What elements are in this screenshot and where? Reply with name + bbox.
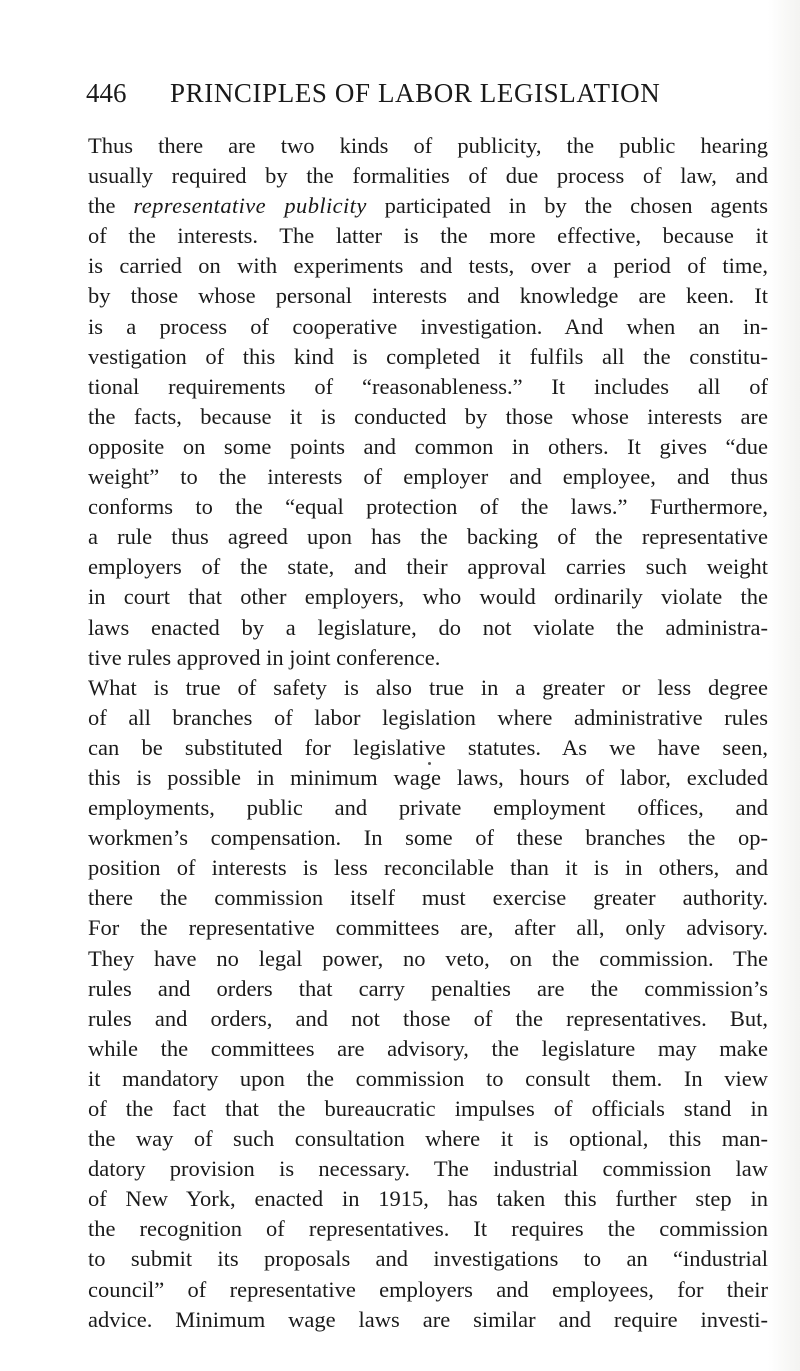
scan-speck [428, 762, 431, 765]
text-line: datory provision is necessary. The industrial commission law [88, 1156, 768, 1182]
text-line: to submit its proposals and investigations to an “industrial [88, 1246, 768, 1272]
text-line: of the interests. The latter is the more effective, because it [88, 223, 768, 249]
italic-phrase: representative publicity [133, 193, 367, 219]
text-line: employers of the state, and their approval carries such weight [88, 554, 768, 580]
text-line: What is true of safety is also true in a greater or less degree [88, 674, 768, 700]
text-line: of New York, enacted in 1915, has taken this further step in [88, 1186, 768, 1212]
text-line: vestigation of this kind is completed it fulfils all the constitu- [88, 343, 768, 369]
text-line: there the commission itself must exercise greater authority. [88, 885, 768, 911]
text-line: of all branches of labor legislation where administrative rules [88, 704, 768, 730]
page-number: 446 [86, 78, 127, 108]
text-line: rules and orders that carry penalties are the commission’s [88, 975, 768, 1001]
text-line: the representative publicity participated in by the chosen agents [88, 193, 768, 219]
running-title: PRINCIPLES OF LABOR LEGISLATION [170, 78, 661, 108]
text-line: employments, public and private employment offices, and [88, 795, 768, 821]
text-line: in court that other employers, who would ordinarily violate the [88, 584, 768, 610]
text-line: a rule thus agreed upon has the backing of the representative [88, 524, 768, 550]
text-line: the way of such consultation where it is optional, this man- [88, 1126, 768, 1152]
text-line: the facts, because it is conducted by those whose interests are [88, 403, 768, 429]
text-line: advice. Minimum wage laws are similar and require investi- [88, 1306, 768, 1332]
text-line: Thus there are two kinds of publicity, the public hearing [88, 133, 768, 158]
text-line: opposite on some points and common in others. It gives “due [88, 433, 768, 459]
text-line: weight” to the interests of employer and employee, and thus [88, 464, 768, 490]
text-line: tional requirements of “reasonableness.” It includes all of [88, 373, 768, 399]
text-line: tive rules approved in joint conference. [88, 644, 441, 670]
text-line: while the committees are advisory, the legislature may make [88, 1035, 768, 1061]
text-line: is carried on with experiments and tests, over a period of time, [88, 253, 768, 279]
text-line: conforms to the “equal protection of the laws.” Furthermore, [88, 494, 768, 520]
text-line: is a process of cooperative investigation. And when an in- [88, 313, 768, 339]
text-line: of the fact that the bureaucratic impulses of officials stand in [88, 1096, 768, 1121]
text-line: the recognition of representatives. It requires the commission [88, 1216, 768, 1242]
text-line: They have no legal power, no veto, on the commission. The [88, 945, 768, 971]
text-line: by those whose personal interests and knowledge are keen. It [88, 283, 768, 309]
running-head [86, 78, 706, 114]
body-text [88, 131, 768, 1335]
text-line: workmen’s compensation. In some of these branches the op- [88, 825, 768, 851]
text-line: it mandatory upon the commission to consult them. In view [88, 1065, 768, 1091]
text-line: position of interests is less reconcilable than it is in others, and [88, 855, 768, 881]
text-line: usually required by the formalities of due process of law, and [88, 163, 768, 189]
text-line: laws enacted by a legislature, do not violate the administra- [88, 614, 768, 640]
text-line: For the representative committees are, after all, only advisory. [88, 915, 768, 941]
text-line: this is possible in minimum wage laws, hours of labor, excluded [88, 764, 768, 790]
text-line: council” of representative employers and employees, for their [88, 1276, 768, 1302]
text-line: rules and orders, and not those of the representatives. But, [88, 1005, 768, 1031]
text-line: can be substituted for legislative statutes. As we have seen, [88, 734, 768, 760]
